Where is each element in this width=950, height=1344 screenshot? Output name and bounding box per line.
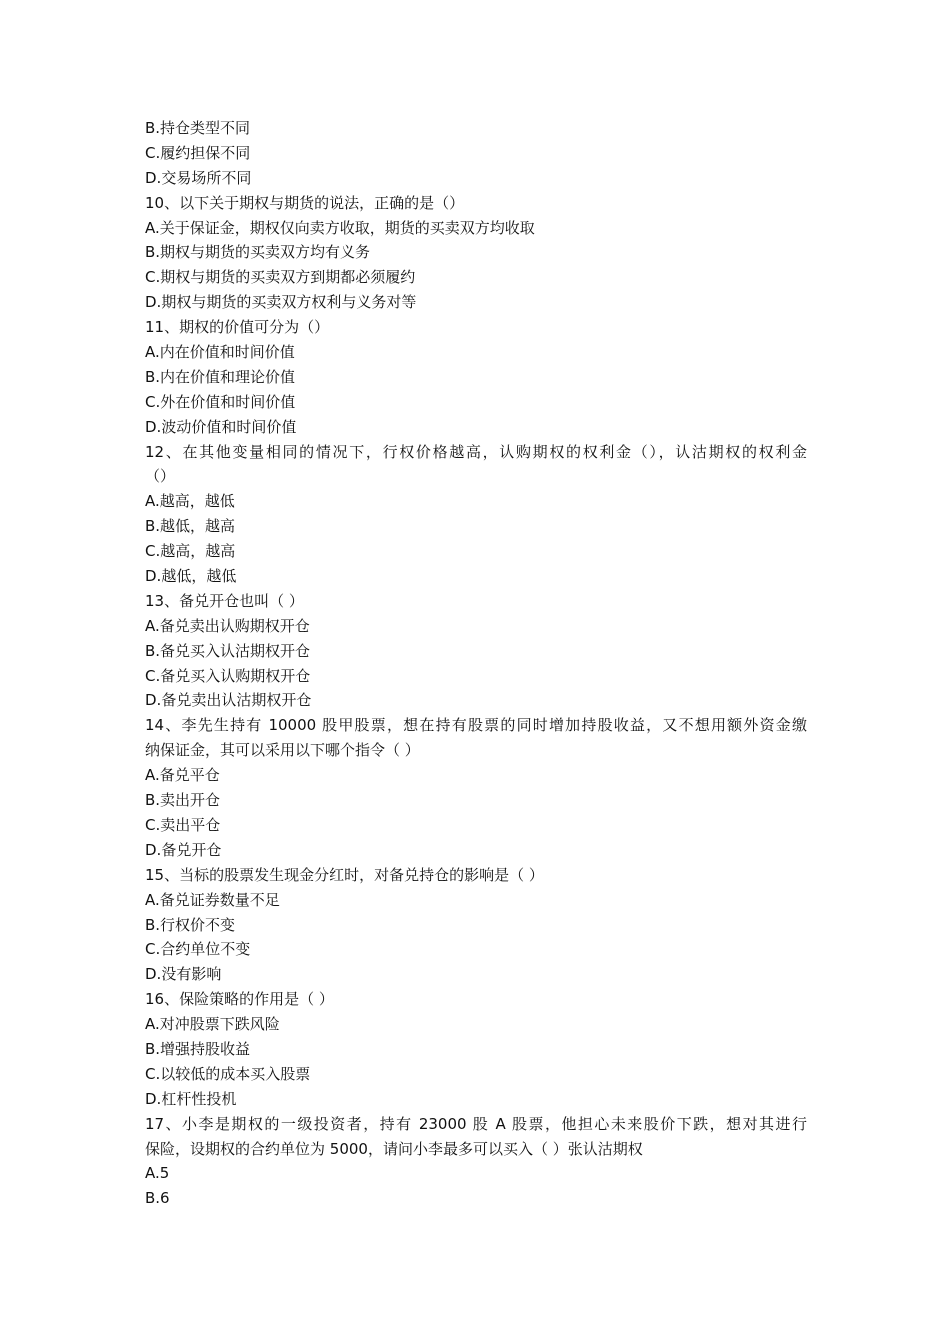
text-line: A.内在价值和时间价值 bbox=[145, 343, 295, 362]
text-line: A.备兑卖出认购期权开仓 bbox=[145, 616, 310, 635]
text-line: B.越低，越高 bbox=[145, 517, 236, 536]
text-line: 16、保险策略的作用是（ ） bbox=[145, 990, 334, 1009]
text-line: D.越低，越低 bbox=[145, 567, 237, 586]
text-line: B.内在价值和理论价值 bbox=[145, 367, 296, 386]
text-line: 保险，设期权的合约单位为 5000，请问小李最多可以买入（ ）张认沽期权 bbox=[145, 1139, 643, 1158]
text-line: 10、以下关于期权与期货的说法，正确的是（） bbox=[145, 193, 465, 212]
text-line: A.对冲股票下跌风险 bbox=[145, 1015, 280, 1034]
text-line: 13、备兑开仓也叫（ ） bbox=[145, 591, 304, 610]
text-line: A.越高，越低 bbox=[145, 492, 235, 511]
text-line: B.期权与期货的买卖双方均有义务 bbox=[145, 243, 371, 262]
text-line: B.行权价不变 bbox=[145, 915, 236, 934]
text-line: C.越高，越高 bbox=[145, 542, 236, 561]
text-line: C.合约单位不变 bbox=[145, 940, 251, 959]
text-line: C.期权与期货的买卖双方到期都必须履约 bbox=[145, 268, 416, 287]
text-line: A.备兑平仓 bbox=[145, 766, 220, 785]
text-line: （） bbox=[145, 467, 176, 486]
text-line: C.外在价值和时间价值 bbox=[145, 392, 296, 411]
text-line: A.5 bbox=[145, 1164, 170, 1183]
text-line: D.期权与期货的买卖双方权利与义务对等 bbox=[145, 293, 417, 312]
text-line: B.增强持股收益 bbox=[145, 1039, 251, 1058]
text-line: C.卖出平仓 bbox=[145, 815, 221, 834]
text-line: D.交易场所不同 bbox=[145, 168, 252, 187]
text-line: C.以较低的成本买入股票 bbox=[145, 1064, 311, 1083]
text-line: 12、在其他变量相同的情况下，行权价格越高，认购期权的权利金（），认沽期权的权利金 bbox=[145, 442, 807, 461]
text-line: 11、期权的价值可分为（） bbox=[145, 318, 330, 337]
text-line: 17、小李是期权的一级投资者，持有 23000 股 A 股票，他担心未来股价下跌，想对其进行 bbox=[145, 1114, 807, 1133]
text-line: D.没有影响 bbox=[145, 965, 222, 984]
text-line: B.备兑买入认沽期权开仓 bbox=[145, 641, 311, 660]
text-line: A.关于保证金，期权仅向卖方收取，期货的买卖双方均收取 bbox=[145, 218, 535, 237]
text-line: D.杠杆性投机 bbox=[145, 1089, 237, 1108]
text-line: B.卖出开仓 bbox=[145, 791, 221, 810]
text-line: D.备兑卖出认沽期权开仓 bbox=[145, 691, 312, 710]
text-line: 15、当标的股票发生现金分红时，对备兑持仓的影响是（ ） bbox=[145, 865, 544, 884]
document-body bbox=[145, 116, 807, 1211]
text-line: C.履约担保不同 bbox=[145, 143, 251, 162]
text-line: B.6 bbox=[145, 1189, 170, 1208]
text-line: C.备兑买入认购期权开仓 bbox=[145, 666, 311, 685]
text-line: D.备兑开仓 bbox=[145, 840, 222, 859]
text-line: A.备兑证券数量不足 bbox=[145, 890, 280, 909]
text-line: 14、李先生持有 10000 股甲股票，想在持有股票的同时增加持股收益，又不想用额外资金缴 bbox=[145, 716, 807, 735]
text-line: B.持仓类型不同 bbox=[145, 119, 251, 137]
text-line: D.波动价值和时间价值 bbox=[145, 417, 297, 436]
text-line: 纳保证金，其可以采用以下哪个指令（ ） bbox=[145, 741, 420, 760]
